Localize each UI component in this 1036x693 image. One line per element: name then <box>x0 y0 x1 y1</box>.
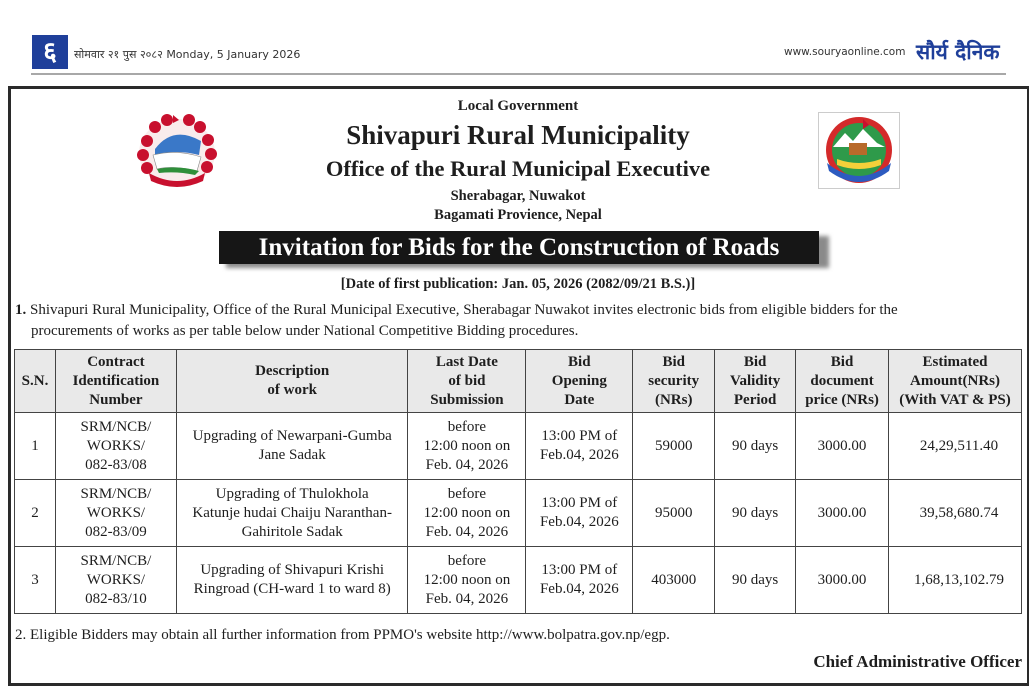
header-text: Description <box>255 363 330 379</box>
cell-text: before <box>447 485 487 502</box>
header-text: Number <box>89 391 143 408</box>
paragraph-2: 2. Eligible Bidders may obtain all further information from PPMO's website http://www.bolpatra.gov.np/egp. <box>15 627 670 643</box>
cell-sn: 2 <box>15 480 56 547</box>
cell-sn: 3 <box>15 547 56 614</box>
header-text: Validity <box>729 372 781 389</box>
cell-text: 13:00 PM of <box>541 428 618 444</box>
column-header-last-date <box>408 350 526 413</box>
cell-text: Ringroad (CH-ward 1 to ward 8) <box>193 581 391 597</box>
paragraph-1 <box>15 300 1023 342</box>
cell-bid-security: 59000 <box>633 413 715 480</box>
cell-estimated-amount: 1,68,13,102.79 <box>889 547 1022 614</box>
cell-bid-security: 95000 <box>633 480 715 547</box>
cell-description <box>176 480 408 547</box>
cell-validity: 90 days <box>715 547 796 614</box>
cell-text: before <box>447 418 487 435</box>
cell-text: 12:00 noon on <box>423 504 511 521</box>
notice-title: Invitation for Bids for the Construction of Roads <box>219 231 819 264</box>
cell-estimated-amount: 39,58,680.74 <box>889 480 1022 547</box>
cell-contract-id <box>55 413 176 480</box>
header-text: Bid <box>830 353 854 370</box>
cell-text: WORKS/ <box>86 504 146 521</box>
cell-text: 13:00 PM of <box>541 495 618 511</box>
cell-text: Jane Sadak <box>258 447 326 463</box>
cell-text: Katunje hudai Chaiju Naranthan- <box>192 504 392 521</box>
header-text: Opening <box>551 372 607 389</box>
header-text: Identification <box>72 372 160 389</box>
cell-validity: 90 days <box>715 413 796 480</box>
local-government-label: Local Government <box>457 98 579 114</box>
cell-opening-date <box>526 547 633 614</box>
header-text: Bid <box>662 353 685 370</box>
column-header-doc-price <box>796 350 889 413</box>
header-divider <box>31 73 1006 75</box>
column-header-description <box>176 350 408 413</box>
header-text: security <box>648 372 700 389</box>
address-line-1: Sherabagar, Nuwakot <box>450 188 586 204</box>
municipality-name: Shivapuri Rural Municipality <box>346 120 690 150</box>
table-row <box>15 547 1022 614</box>
cell-text: Gahiritole Sadak <box>241 523 343 540</box>
cell-text: Feb. 04, 2026 <box>425 456 509 473</box>
address-line-2: Bagamati Provience, Nepal <box>434 207 602 223</box>
cell-sn: 1 <box>15 413 56 480</box>
header-text: Last Date <box>435 353 498 370</box>
header-text: document <box>810 372 874 389</box>
header-text: of work <box>267 382 317 398</box>
table-row <box>15 480 1022 547</box>
cell-text: SRM/NCB/ <box>80 418 152 435</box>
header-text: Period <box>733 391 777 408</box>
cell-text: WORKS/ <box>86 437 146 454</box>
paragraph-1-line-1: Shivapuri Rural Municipality, Office of the Rural Municipal Executive, Sherabagar Nuwakot invites electronic bids from eligible bidders for the <box>30 302 898 318</box>
cell-text: Feb.04, 2026 <box>539 514 619 530</box>
header-text: Amount(NRs) <box>910 372 1000 389</box>
page-number-badge: ६ <box>32 35 68 69</box>
header-text: Contract <box>87 353 145 370</box>
cell-validity: 90 days <box>715 480 796 547</box>
cell-text: before <box>447 552 487 569</box>
cell-contract-id <box>55 547 176 614</box>
table-header-row <box>15 350 1022 413</box>
cell-text: 12:00 noon on <box>423 437 511 454</box>
cell-last-date <box>408 480 526 547</box>
cell-text: 12:00 noon on <box>423 571 511 588</box>
cell-estimated-amount: 24,29,511.40 <box>889 413 1022 480</box>
cell-last-date <box>408 413 526 480</box>
cell-doc-price: 3000.00 <box>796 480 889 547</box>
cell-description <box>176 413 408 480</box>
header-text: of bid <box>448 372 486 389</box>
column-header-validity <box>715 350 796 413</box>
cell-text: Feb.04, 2026 <box>539 447 619 463</box>
column-header-opening-date <box>526 350 633 413</box>
cell-text: 082-83/09 <box>85 523 147 540</box>
cell-opening-date <box>526 480 633 547</box>
cell-text: WORKS/ <box>86 571 146 588</box>
newspaper-logo: सौर्य दैनिक <box>916 40 1000 64</box>
column-header-contract-id <box>55 350 176 413</box>
cell-description <box>176 547 408 614</box>
cell-text: 082-83/08 <box>85 456 147 473</box>
column-header-bid-security <box>633 350 715 413</box>
cell-last-date <box>408 547 526 614</box>
newspaper-page-header <box>0 0 1036 80</box>
column-header-estimated-amount <box>889 350 1022 413</box>
cell-text: Upgrading of Newarpani-Gumba <box>192 428 392 444</box>
header-text: (NRs) <box>654 391 693 408</box>
cell-doc-price: 3000.00 <box>796 413 889 480</box>
office-name: Office of the Rural Municipal Executive <box>325 156 711 181</box>
cell-text: SRM/NCB/ <box>80 485 152 502</box>
header-text: Bid <box>568 353 591 370</box>
bids-table <box>14 349 1022 614</box>
cell-text: 13:00 PM of <box>541 562 618 578</box>
cell-bid-security: 403000 <box>633 547 715 614</box>
dateline: सोमवार २१ पुस २०८२ Monday, 5 January 2026 <box>74 48 301 61</box>
paragraph-1-number: 1. <box>15 302 27 318</box>
cell-text: Upgrading of Shivapuri Krishi <box>200 562 385 578</box>
cell-opening-date <box>526 413 633 480</box>
cell-text: Upgrading of Thulokhola <box>215 485 369 502</box>
paragraph-1-line-2: procurements of works as per table below under National Competitive Bidding procedures. <box>31 323 579 339</box>
header-text: price (NRs) <box>805 391 879 408</box>
cell-contract-id <box>55 480 176 547</box>
cell-text: 082-83/10 <box>85 590 147 607</box>
header-text: Submission <box>430 391 504 408</box>
cell-text: Feb. 04, 2026 <box>425 523 509 540</box>
header-text: Date <box>564 391 595 408</box>
table-row <box>15 413 1022 480</box>
header-text: (With VAT & PS) <box>899 391 1011 408</box>
cell-text: Feb. 04, 2026 <box>425 590 509 607</box>
header-text: Estimated <box>922 353 988 370</box>
header-text: Bid <box>743 353 767 370</box>
website-url[interactable]: www.souryaonline.com <box>784 46 906 58</box>
cell-text: SRM/NCB/ <box>80 552 152 569</box>
cell-doc-price: 3000.00 <box>796 547 889 614</box>
cell-text: Feb.04, 2026 <box>539 581 619 597</box>
header-text: S.N. <box>21 372 49 389</box>
signature-title: Chief Administrative Officer <box>813 652 1022 671</box>
publication-date: [Date of first publication: Jan. 05, 2026 (2082/09/21 B.S.)] <box>340 276 696 292</box>
column-header-sn <box>15 350 56 413</box>
